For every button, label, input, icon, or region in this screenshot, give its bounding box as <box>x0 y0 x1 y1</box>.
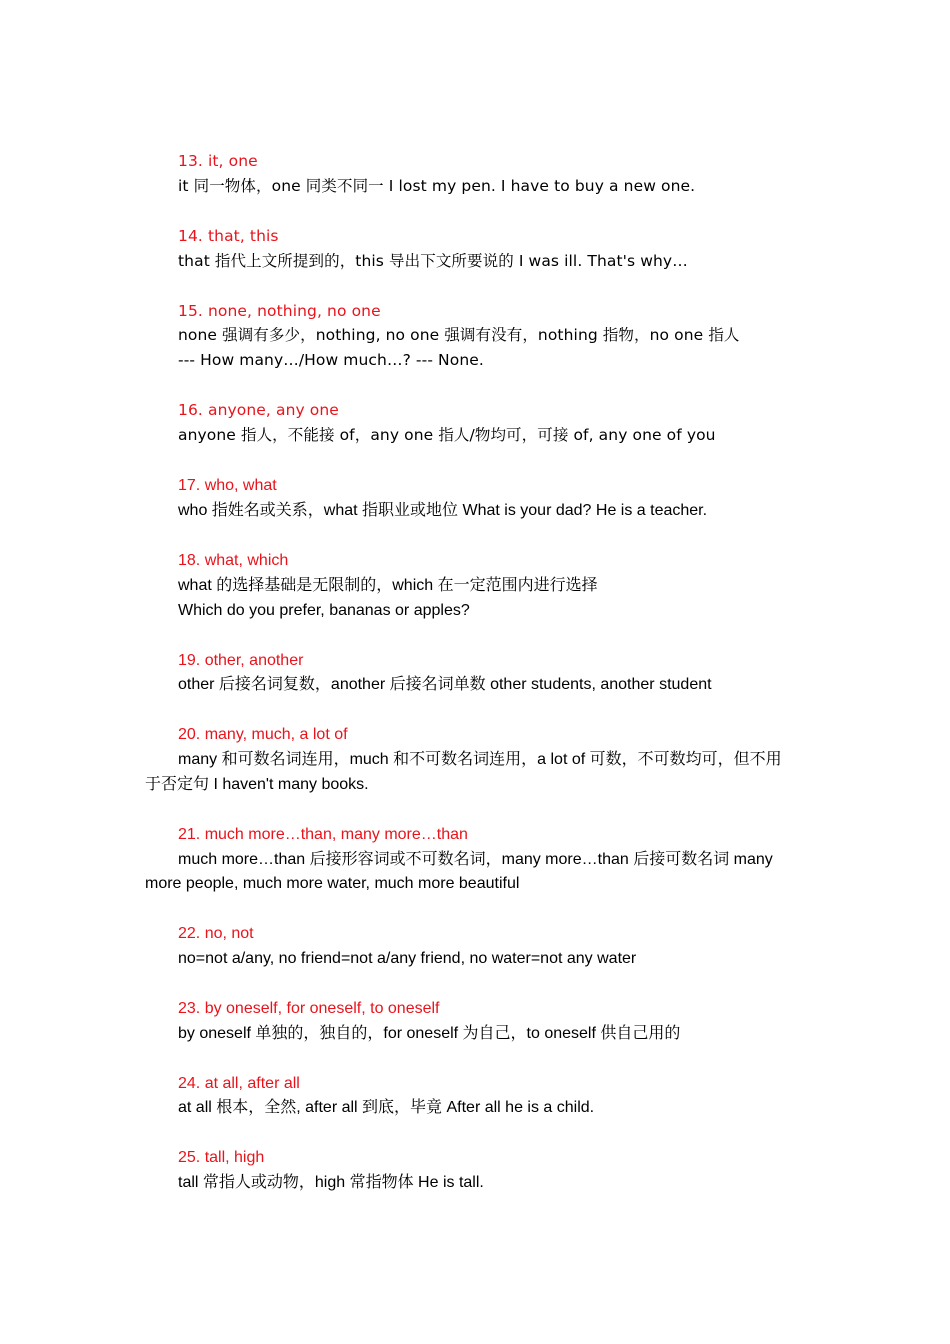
entry-heading: 21. much more…than, many more…than <box>178 826 468 843</box>
entry-text: --- How many…/How much…? --- None. <box>178 351 484 369</box>
entry-text-continued: more people, much more water, much more beautiful <box>145 875 520 892</box>
entry-text: it 同一物体，one 同类不同一 I lost my pen. I have to buy a new one. <box>178 177 696 195</box>
entry-text: by oneself 单独的，独自的，for oneself 为自己，to oneself 供自己用的 <box>178 1025 681 1042</box>
entry-text: many 和可数名词连用，much 和不可数名词连用，a lot of 可数，不可数均可，但不用 <box>178 751 782 768</box>
entry-heading: 23. by oneself, for oneself, to oneself <box>178 1000 440 1017</box>
entry-text: no=not a/any, no friend=not a/any friend, no water=not any water <box>178 950 637 967</box>
entry-text: who 指姓名或关系，what 指职业或地位 What is your dad? He is a teacher. <box>178 502 708 519</box>
entry-heading: 20. many, much, a lot of <box>178 726 348 743</box>
entry-text: anyone 指人，不能接 of，any one 指人/物均可，可接 of, any one of you <box>178 426 716 444</box>
entry-heading: 15. none, nothing, no one <box>178 302 381 320</box>
entry-text: none 强调有多少，nothing, no one 强调有没有，nothing 指物，no one 指人 <box>178 326 740 344</box>
entry-text: tall 常指人或动物，high 常指物体 He is tall. <box>178 1174 484 1191</box>
entry-text-continued: 于否定句 I haven't many books. <box>145 776 369 793</box>
entry-text: Which do you prefer, bananas or apples? <box>178 602 470 619</box>
entry-heading: 14. that, this <box>178 227 279 245</box>
entry-heading: 17. who, what <box>178 477 277 494</box>
entry-heading: 19. other, another <box>178 652 304 669</box>
entry-heading: 25. tall, high <box>178 1149 265 1166</box>
entry-text: much more…than 后接形容词或不可数名词，many more…than 后接可数名词 many <box>178 851 773 868</box>
entry-heading: 24. at all, after all <box>178 1075 300 1092</box>
entry-text: at all 根本，全然, after all 到底，毕竟 After all he is a child. <box>178 1099 595 1116</box>
entry-heading: 18. what, which <box>178 552 289 569</box>
entry-text: that 指代上文所提到的，this 导出下文所要说的 I was ill. That's why… <box>178 252 688 270</box>
entry-heading: 13. it, one <box>178 152 258 170</box>
entry-heading: 16. anyone, any one <box>178 401 339 419</box>
entry-text: what 的选择基础是无限制的，which 在一定范围内进行选择 <box>178 577 598 594</box>
entry-heading: 22. no, not <box>178 925 254 942</box>
entry-text: other 后接名词复数，another 后接名词单数 other students, another student <box>178 676 712 693</box>
